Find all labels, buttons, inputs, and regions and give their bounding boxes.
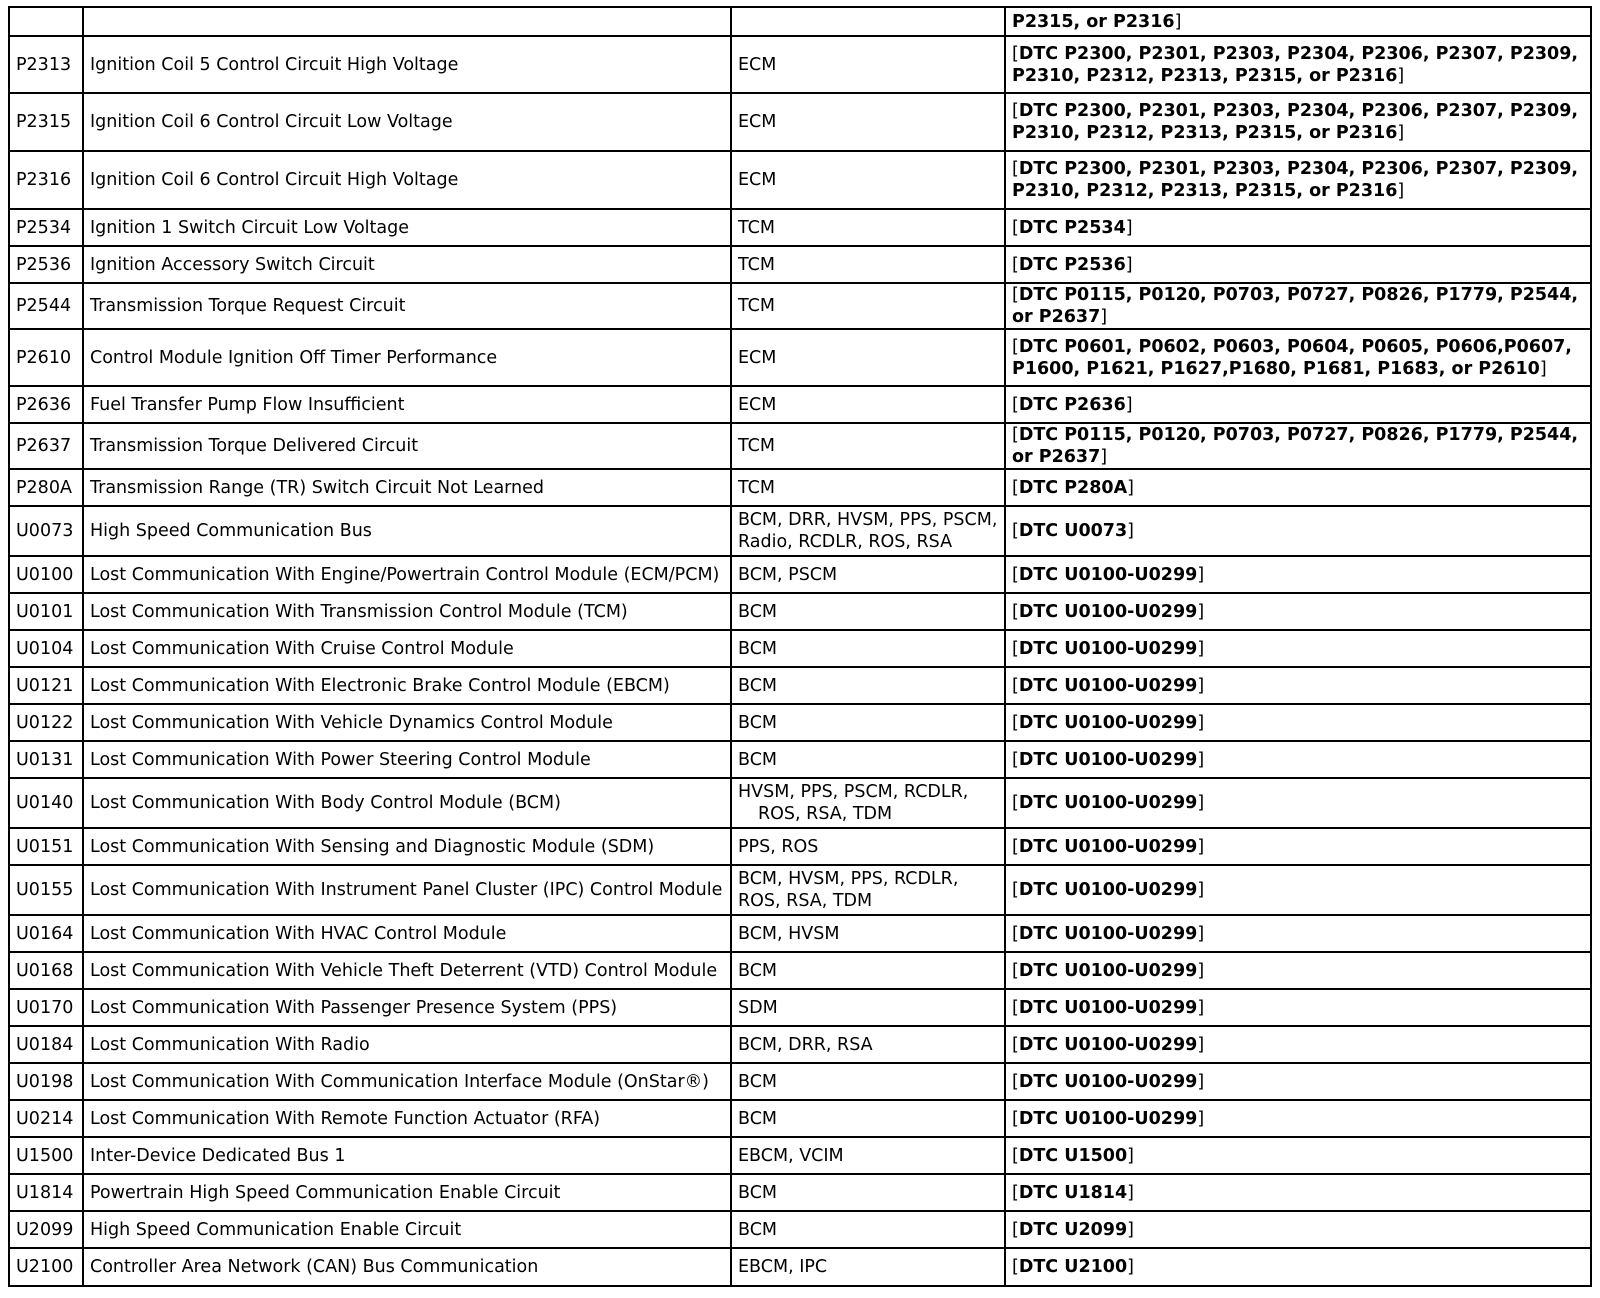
module-line: BCM: [738, 675, 778, 696]
table-row: [9, 36, 1591, 93]
open-bracket: [: [1012, 101, 1019, 121]
module-line: TCM: [738, 217, 775, 238]
dtc-table-body: [9, 7, 1591, 1286]
dtc-reference-link[interactable]: DTC P2534: [1018, 217, 1126, 238]
dtc-reference-link[interactable]: DTC P2300, P2301, P2303, P2304, P2306, P2307, P2309, P2310, P2312, P2313, P2315, or P2316: [1012, 101, 1579, 143]
dtc-code-cell: U1814: [9, 1174, 83, 1211]
table-row: [9, 1100, 1591, 1137]
module-cell: [731, 865, 1005, 915]
dtc-description-cell: Lost Communication With Remote Function Actuator (RFA): [83, 1100, 731, 1137]
table-row: [9, 1211, 1591, 1248]
reference-link-cell[interactable]: [1005, 915, 1591, 952]
dtc-reference-link[interactable]: DTC U0100-U0299: [1018, 1108, 1198, 1129]
open-bracket: [: [1012, 285, 1019, 305]
table-row: [9, 283, 1591, 329]
table-row: [9, 93, 1591, 151]
open-bracket: [: [1012, 712, 1019, 733]
close-bracket: ]: [1197, 793, 1205, 813]
table-row: [9, 667, 1591, 704]
dtc-description-cell: Powertrain High Speed Communication Enable Circuit: [83, 1174, 731, 1211]
reference-link-cell[interactable]: [1005, 1211, 1591, 1248]
dtc-code-cell: U0170: [9, 989, 83, 1026]
dtc-description-cell: Lost Communication With Transmission Control Module (TCM): [83, 593, 731, 630]
dtc-description-cell: Controller Area Network (CAN) Bus Communication: [83, 1248, 731, 1286]
close-bracket: ]: [1397, 123, 1405, 143]
open-bracket: [: [1012, 880, 1019, 900]
reference-link-cell[interactable]: [1005, 556, 1591, 593]
reference-link-cell[interactable]: [1005, 989, 1591, 1026]
dtc-description-cell: High Speed Communication Bus: [83, 506, 731, 556]
module-line: TCM: [738, 254, 775, 275]
dtc-code-cell: P2536: [9, 246, 83, 283]
reference-link-cell[interactable]: [1005, 630, 1591, 667]
open-bracket: [: [1012, 521, 1019, 541]
dtc-reference-link[interactable]: DTC U0073: [1018, 521, 1128, 541]
close-bracket: ]: [1127, 1219, 1134, 1240]
close-bracket: ]: [1197, 638, 1205, 659]
module-line: BCM, DRR, HVSM, PPS, PSCM,: [738, 510, 998, 530]
module-line: BCM: [738, 960, 778, 981]
module-line: TCM: [738, 477, 775, 498]
module-line: ECM: [738, 394, 777, 415]
open-bracket: [: [1012, 394, 1019, 415]
open-bracket: [: [1012, 425, 1019, 445]
dtc-description-cell: Inter-Device Dedicated Bus 1: [83, 1137, 731, 1174]
close-bracket: ]: [1127, 1182, 1134, 1203]
module-line: ECM: [738, 112, 777, 132]
close-bracket: ]: [1539, 358, 1547, 379]
close-bracket: ]: [1100, 307, 1108, 327]
open-bracket: [: [1012, 793, 1019, 813]
dtc-description-cell: Transmission Range (TR) Switch Circuit Not Learned: [83, 469, 731, 506]
module-cell: [731, 667, 1005, 704]
dtc-description-cell: Ignition Coil 6 Control Circuit Low Voltage: [83, 93, 731, 151]
dtc-reference-link[interactable]: DTC U0100-U0299: [1018, 1034, 1198, 1055]
dtc-code-cell: P2313: [9, 36, 83, 93]
dtc-code-cell: U0100: [9, 556, 83, 593]
dtc-code-cell: U2099: [9, 1211, 83, 1248]
module-cell: [731, 1137, 1005, 1174]
open-bracket: [: [1012, 477, 1019, 498]
module-cell: [731, 828, 1005, 865]
open-bracket: [: [1012, 638, 1019, 659]
table-row: [9, 386, 1591, 423]
dtc-code-cell: U0131: [9, 741, 83, 778]
open-bracket: [: [1012, 836, 1019, 857]
table-row: [9, 778, 1591, 828]
dtc-reference-link[interactable]: DTC U0100-U0299: [1018, 880, 1198, 900]
dtc-code-cell: P2316: [9, 151, 83, 209]
table-row: [9, 209, 1591, 246]
dtc-description-cell: Lost Communication With Vehicle Theft Deterrent (VTD) Control Module: [83, 952, 731, 989]
close-bracket: ]: [1197, 960, 1205, 981]
module-cell: [731, 469, 1005, 506]
dtc-reference-link[interactable]: DTC U0100-U0299: [1018, 1071, 1198, 1092]
module-cell: [731, 915, 1005, 952]
close-bracket: ]: [1125, 217, 1133, 238]
reference-link-cell[interactable]: [1005, 7, 1591, 36]
module-cell: [731, 329, 1005, 386]
module-line: BCM, PSCM: [738, 564, 838, 585]
dtc-reference-link[interactable]: DTC U0100-U0299: [1018, 601, 1198, 622]
dtc-reference-link[interactable]: DTC U0100-U0299: [1018, 960, 1198, 981]
reference-link-cell[interactable]: [1005, 828, 1591, 865]
open-bracket: [: [1012, 675, 1019, 696]
module-cell: [731, 630, 1005, 667]
dtc-reference-link[interactable]: DTC P0115, P0120, P0703, P0727, P0826, P1779, P2544, or P2637: [1012, 425, 1579, 467]
dtc-code-cell: U0104: [9, 630, 83, 667]
module-cell: [731, 386, 1005, 423]
reference-link-cell[interactable]: [1005, 1137, 1591, 1174]
module-line: BCM: [738, 1182, 778, 1203]
module-line: BCM: [738, 638, 778, 659]
dtc-reference-link[interactable]: DTC P0115, P0120, P0703, P0727, P0826, P1779, P2544, or P2637: [1012, 285, 1579, 327]
reference-link-cell[interactable]: [1005, 667, 1591, 704]
module-cell: [731, 36, 1005, 93]
dtc-code-cell: U0140: [9, 778, 83, 828]
table-row: [9, 1248, 1591, 1286]
module-cell: [731, 1211, 1005, 1248]
dtc-reference-link[interactable]: DTC P0601, P0602, P0603, P0604, P0605, P0606,P0607, P1600, P1621, P1627,P1680, P1681, P1683, or P2610: [1012, 336, 1572, 379]
table-row: [9, 952, 1591, 989]
module-cell: [731, 1100, 1005, 1137]
table-row: [9, 7, 1591, 36]
dtc-code-cell: P2636: [9, 386, 83, 423]
reference-link-cell[interactable]: [1005, 469, 1591, 506]
dtc-reference-link[interactable]: DTC U2099: [1018, 1219, 1128, 1240]
module-cell: [731, 151, 1005, 209]
reference-link-cell[interactable]: [1005, 151, 1591, 209]
module-line: TCM: [738, 296, 775, 316]
dtc-code-cell: P2534: [9, 209, 83, 246]
close-bracket: ]: [1125, 254, 1133, 275]
dtc-reference-link[interactable]: DTC U0100-U0299: [1018, 997, 1198, 1018]
module-line: ROS, RSA, TDM: [738, 891, 873, 911]
open-bracket: [: [1012, 749, 1019, 770]
dtc-description-cell: Ignition Coil 6 Control Circuit High Voltage: [83, 151, 731, 209]
close-bracket: ]: [1397, 181, 1405, 201]
table-row: [9, 704, 1591, 741]
open-bracket: [: [1012, 43, 1019, 64]
close-bracket: ]: [1197, 749, 1205, 770]
table-row: [9, 630, 1591, 667]
dtc-reference-link[interactable]: DTC U2100: [1018, 1257, 1128, 1277]
dtc-reference-link[interactable]: P2315, or P2316: [1012, 11, 1175, 32]
module-cell: [731, 593, 1005, 630]
close-bracket: ]: [1125, 394, 1133, 415]
module-line: BCM: [738, 1108, 778, 1129]
dtc-code-cell: U0168: [9, 952, 83, 989]
dtc-code-cell: P2610: [9, 329, 83, 386]
dtc-code-cell: U0164: [9, 915, 83, 952]
module-line: BCM, DRR, RSA: [738, 1034, 873, 1055]
open-bracket: [: [1012, 1219, 1019, 1240]
module-line: BCM: [738, 1219, 778, 1240]
module-line: TCM: [738, 436, 775, 456]
module-line: BCM: [738, 749, 778, 770]
reference-link-cell[interactable]: [1005, 423, 1591, 469]
close-bracket: ]: [1197, 997, 1205, 1018]
open-bracket: [: [1012, 159, 1019, 179]
reference-link-cell[interactable]: [1005, 1063, 1591, 1100]
dtc-description-cell: Lost Communication With Vehicle Dynamics Control Module: [83, 704, 731, 741]
dtc-description-cell: [83, 7, 731, 36]
dtc-description-cell: Lost Communication With Radio: [83, 1026, 731, 1063]
dtc-description-cell: Transmission Torque Delivered Circuit: [83, 423, 731, 469]
table-row: [9, 741, 1591, 778]
reference-link-cell[interactable]: [1005, 952, 1591, 989]
reference-link-cell[interactable]: [1005, 209, 1591, 246]
table-row: [9, 828, 1591, 865]
dtc-code-cell: U0214: [9, 1100, 83, 1137]
table-row: [9, 1026, 1591, 1063]
dtc-description-cell: Transmission Torque Request Circuit: [83, 283, 731, 329]
dtc-description-cell: Lost Communication With HVAC Control Module: [83, 915, 731, 952]
module-cell: [731, 506, 1005, 556]
dtc-reference-link[interactable]: DTC U0100-U0299: [1018, 564, 1198, 585]
open-bracket: [: [1012, 1257, 1019, 1277]
module-line: Radio, RCDLR, ROS, RSA: [738, 532, 953, 552]
dtc-reference-link[interactable]: DTC U0100-U0299: [1018, 836, 1198, 857]
dtc-code-cell: U0073: [9, 506, 83, 556]
dtc-code-cell: U0184: [9, 1026, 83, 1063]
module-cell: [731, 556, 1005, 593]
table-row: [9, 329, 1591, 386]
dtc-reference-link[interactable]: DTC U0100-U0299: [1018, 638, 1198, 659]
dtc-description-cell: Ignition Coil 5 Control Circuit High Voltage: [83, 36, 731, 93]
dtc-code-cell: U0198: [9, 1063, 83, 1100]
open-bracket: [: [1012, 997, 1019, 1018]
dtc-description-cell: Lost Communication With Sensing and Diagnostic Module (SDM): [83, 828, 731, 865]
dtc-description-cell: Control Module Ignition Off Timer Performance: [83, 329, 731, 386]
dtc-description-cell: Lost Communication With Power Steering Control Module: [83, 741, 731, 778]
close-bracket: ]: [1197, 923, 1205, 944]
reference-link-cell[interactable]: [1005, 704, 1591, 741]
reference-link-cell[interactable]: [1005, 506, 1591, 556]
open-bracket: [: [1012, 217, 1019, 238]
dtc-code-cell: U0151: [9, 828, 83, 865]
dtc-code-cell: P2544: [9, 283, 83, 329]
table-row: [9, 556, 1591, 593]
module-line: ECM: [738, 347, 777, 368]
dtc-reference-link[interactable]: DTC U1814: [1018, 1182, 1128, 1203]
dtc-reference-link[interactable]: DTC U0100-U0299: [1018, 675, 1198, 696]
dtc-reference-link[interactable]: DTC U1500: [1018, 1145, 1128, 1166]
dtc-description-cell: Lost Communication With Cruise Control Module: [83, 630, 731, 667]
close-bracket: ]: [1197, 836, 1205, 857]
module-line: ECM: [738, 170, 777, 190]
module-cell: [731, 283, 1005, 329]
open-bracket: [: [1012, 923, 1019, 944]
module-cell: [731, 741, 1005, 778]
module-cell: [731, 1063, 1005, 1100]
close-bracket: ]: [1197, 1071, 1205, 1092]
close-bracket: ]: [1197, 880, 1205, 900]
module-line: EBCM, IPC: [738, 1257, 828, 1277]
open-bracket: [: [1012, 601, 1019, 622]
module-cell: [731, 1174, 1005, 1211]
module-line: ROS, RSA, TDM: [758, 804, 893, 824]
close-bracket: ]: [1197, 1108, 1205, 1129]
table-row: [9, 151, 1591, 209]
table-row: [9, 989, 1591, 1026]
module-line: BCM: [738, 712, 778, 733]
close-bracket: ]: [1197, 675, 1205, 696]
dtc-description-cell: Lost Communication With Passenger Presence System (PPS): [83, 989, 731, 1026]
dtc-reference-link[interactable]: DTC P2536: [1018, 254, 1126, 275]
module-line: SDM: [738, 997, 778, 1018]
module-line: BCM: [738, 601, 778, 622]
close-bracket: ]: [1197, 564, 1205, 585]
reference-link-cell[interactable]: [1005, 865, 1591, 915]
module-line: BCM: [738, 1071, 778, 1092]
module-line: BCM, HVSM: [738, 923, 840, 944]
dtc-description-cell: Lost Communication With Engine/Powertrain Control Module (ECM/PCM): [83, 556, 731, 593]
dtc-code-cell: P2315: [9, 93, 83, 151]
dtc-code-cell: U2100: [9, 1248, 83, 1286]
module-cell: [731, 246, 1005, 283]
reference-link-cell[interactable]: [1005, 1026, 1591, 1063]
dtc-reference-link[interactable]: DTC P2300, P2301, P2303, P2304, P2306, P2307, P2309, P2310, P2312, P2313, P2315, or P2316: [1012, 43, 1579, 86]
table-row: [9, 865, 1591, 915]
table-row: [9, 506, 1591, 556]
open-bracket: [: [1012, 960, 1019, 981]
module-line: HVSM, PPS, PSCM, RCDLR,: [738, 782, 969, 802]
reference-link-cell[interactable]: [1005, 741, 1591, 778]
close-bracket: ]: [1100, 447, 1108, 467]
dtc-code-cell: P280A: [9, 469, 83, 506]
dtc-table: [8, 6, 1592, 1287]
dtc-description-cell: Ignition Accessory Switch Circuit: [83, 246, 731, 283]
reference-link-cell[interactable]: [1005, 1248, 1591, 1286]
dtc-description-cell: Lost Communication With Body Control Module (BCM): [83, 778, 731, 828]
module-cell: [731, 1026, 1005, 1063]
close-bracket: ]: [1397, 65, 1405, 86]
dtc-reference-link[interactable]: DTC U0100-U0299: [1018, 793, 1198, 813]
module-cell: [731, 209, 1005, 246]
dtc-reference-link[interactable]: DTC U0100-U0299: [1018, 749, 1198, 770]
dtc-description-cell: High Speed Communication Enable Circuit: [83, 1211, 731, 1248]
module-cell: [731, 989, 1005, 1026]
dtc-reference-link[interactable]: DTC P280A: [1018, 477, 1128, 498]
module-cell: [731, 1248, 1005, 1286]
module-cell: [731, 704, 1005, 741]
reference-link-cell[interactable]: [1005, 386, 1591, 423]
dtc-reference-link[interactable]: DTC U0100-U0299: [1018, 712, 1198, 733]
open-bracket: [: [1012, 1071, 1019, 1092]
close-bracket: ]: [1127, 1145, 1134, 1166]
close-bracket: ]: [1197, 712, 1205, 733]
module-line: BCM, HVSM, PPS, RCDLR,: [738, 869, 959, 889]
module-line: EBCM, VCIM: [738, 1145, 844, 1166]
close-bracket: ]: [1127, 521, 1134, 541]
close-bracket: ]: [1197, 601, 1205, 622]
reference-link-cell[interactable]: [1005, 283, 1591, 329]
dtc-code-cell: U1500: [9, 1137, 83, 1174]
table-row: [9, 1174, 1591, 1211]
reference-link-cell[interactable]: [1005, 1100, 1591, 1137]
open-bracket: [: [1012, 564, 1019, 585]
table-row: [9, 246, 1591, 283]
close-bracket: ]: [1127, 1257, 1134, 1277]
dtc-description-cell: Lost Communication With Communication Interface Module (OnStar®): [83, 1063, 731, 1100]
reference-link-cell[interactable]: [1005, 778, 1591, 828]
dtc-code-cell: U0122: [9, 704, 83, 741]
close-bracket: ]: [1127, 477, 1134, 498]
reference-link-cell[interactable]: [1005, 329, 1591, 386]
table-row: [9, 593, 1591, 630]
dtc-description-cell: Ignition 1 Switch Circuit Low Voltage: [83, 209, 731, 246]
table-row: [9, 1137, 1591, 1174]
dtc-reference-link[interactable]: DTC P2636: [1018, 394, 1126, 415]
open-bracket: [: [1012, 1145, 1019, 1166]
module-cell: [731, 778, 1005, 828]
table-row: [9, 1063, 1591, 1100]
module-line: ECM: [738, 54, 777, 75]
open-bracket: [: [1012, 336, 1019, 357]
reference-link-cell[interactable]: [1005, 36, 1591, 93]
close-bracket: ]: [1174, 11, 1182, 32]
open-bracket: [: [1012, 1108, 1019, 1129]
open-bracket: [: [1012, 254, 1019, 275]
dtc-code-cell: U0155: [9, 865, 83, 915]
module-cell: [731, 952, 1005, 989]
close-bracket: ]: [1197, 1034, 1205, 1055]
module-line: PPS, ROS: [738, 836, 819, 857]
dtc-reference-link[interactable]: DTC U0100-U0299: [1018, 923, 1198, 944]
table-row: [9, 423, 1591, 469]
reference-link-cell[interactable]: [1005, 246, 1591, 283]
open-bracket: [: [1012, 1182, 1019, 1203]
dtc-reference-link[interactable]: DTC P2300, P2301, P2303, P2304, P2306, P2307, P2309, P2310, P2312, P2313, P2315, or P2316: [1012, 159, 1579, 201]
reference-link-cell[interactable]: [1005, 93, 1591, 151]
table-row: [9, 915, 1591, 952]
dtc-code-cell: P2637: [9, 423, 83, 469]
reference-link-cell[interactable]: [1005, 593, 1591, 630]
reference-link-cell[interactable]: [1005, 1174, 1591, 1211]
dtc-description-cell: Lost Communication With Instrument Panel Cluster (IPC) Control Module: [83, 865, 731, 915]
open-bracket: [: [1012, 1034, 1019, 1055]
module-cell: [731, 7, 1005, 36]
dtc-description-cell: Fuel Transfer Pump Flow Insufficient: [83, 386, 731, 423]
dtc-code-cell: U0121: [9, 667, 83, 704]
module-cell: [731, 93, 1005, 151]
dtc-code-cell: U0101: [9, 593, 83, 630]
dtc-code-cell: [9, 7, 83, 36]
dtc-description-cell: Lost Communication With Electronic Brake Control Module (EBCM): [83, 667, 731, 704]
table-row: [9, 469, 1591, 506]
module-cell: [731, 423, 1005, 469]
